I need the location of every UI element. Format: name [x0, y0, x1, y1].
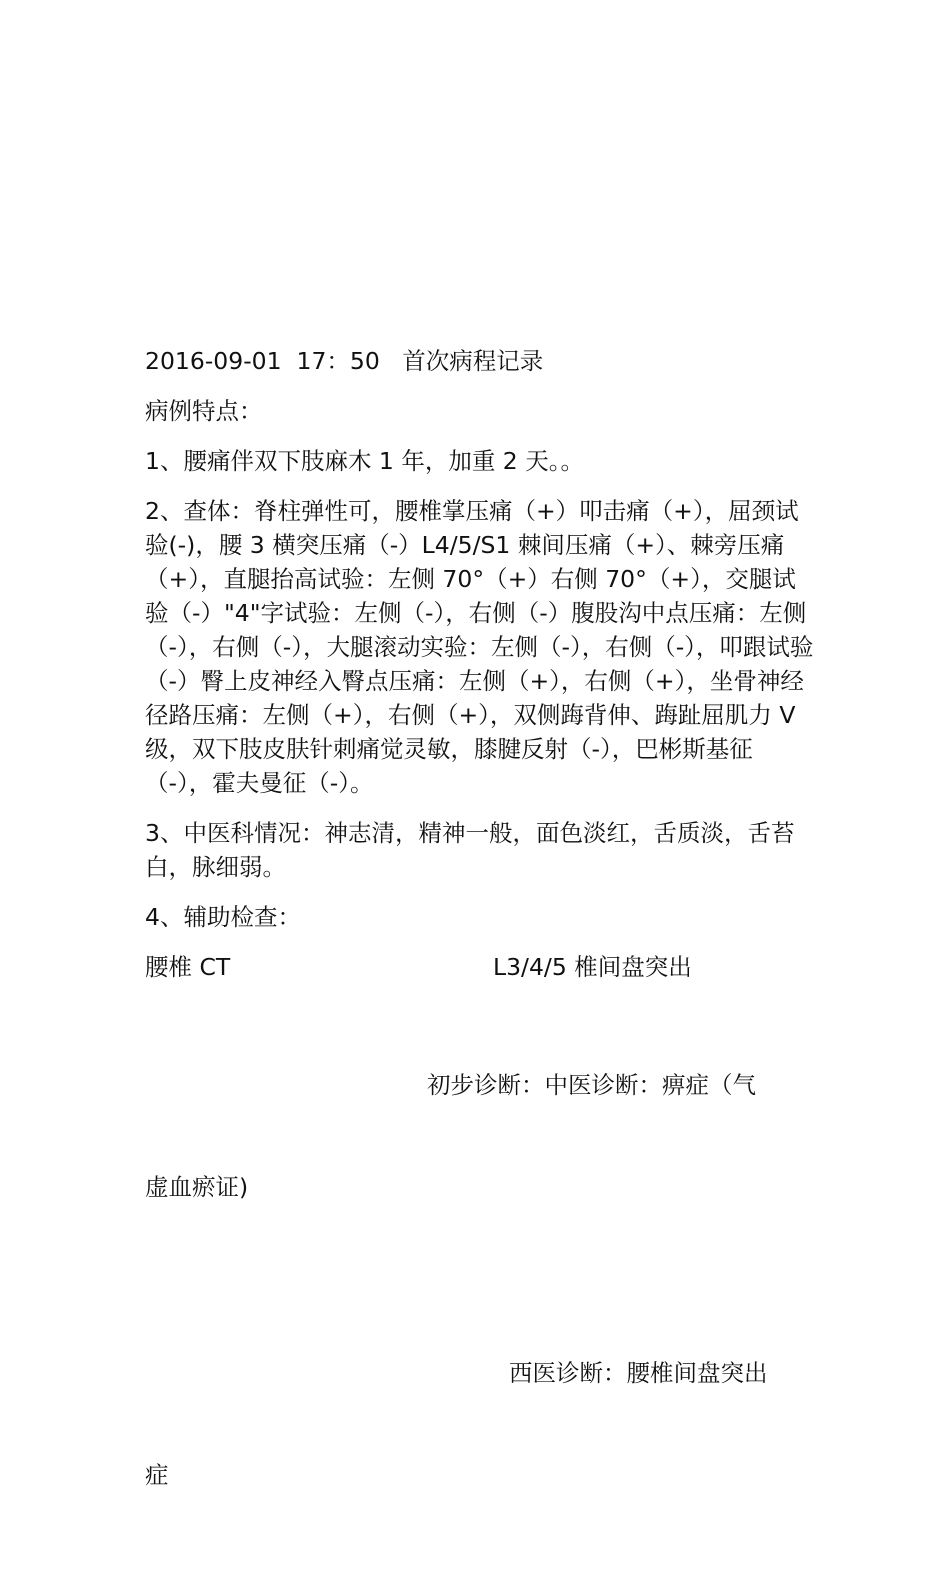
aux-exam-item: 腰椎 CT — [145, 953, 231, 981]
medical-record-page — [145, 344, 815, 1576]
diagnosis-western-line1: 西医诊断：腰椎间盘突出 — [509, 1359, 768, 1387]
record-header — [145, 344, 815, 378]
item-aux-exam-heading: 4、辅助检查： — [145, 903, 301, 931]
section-heading: 病例特点： — [145, 397, 263, 425]
diagnosis-tcm-line1: 初步诊断：中医诊断：痹症（气 — [427, 1071, 756, 1099]
record-datetime: 2016-09-01 17：50 — [145, 347, 380, 375]
aux-exam-row — [145, 950, 815, 984]
diagnosis-western — [145, 1288, 815, 1560]
diagnosis-western-line2: 症 — [145, 1461, 169, 1489]
record-title: 首次病程记录 — [402, 347, 544, 375]
aux-exam-result: L3/4/5 椎间盘突出 — [493, 953, 692, 981]
item-chief-complaint: 1、腰痛伴双下肢麻木 1 年，加重 2 天。。 — [145, 447, 584, 475]
item-tcm-condition: 3、中医科情况：神志清，精神一般，面色淡红，舌质淡，舌苔白，脉细弱。 — [145, 819, 795, 881]
diagnosis-tcm — [145, 1000, 815, 1272]
item-physical-exam: 2、查体：脊柱弹性可，腰椎掌压痛（+）叩击痛（+），屈颈试验(-)，腰 3 横突压痛（-）L4/5/S1 棘间压痛（+）、棘旁压痛（+），直腿抬高试验：左侧 70°（+）右侧 70°（+），交腿试验（-）"4"字试验：左侧（-），右侧（-）腹股沟中点压痛：左侧（-），右侧（-），大腿滚动实验：左侧（-），右侧（-），叩跟试验（-）臀上皮神经入臀点压痛：左侧（+），右侧（+），坐骨神经径路压痛：左侧（+），右侧（+），双侧踇背伸、踇趾屈肌力 V 级，双下肢皮肤针刺痛觉灵敏，膝腱反射（-），巴彬斯基征（-），霍夫曼征（-）。 — [145, 497, 814, 797]
diagnosis-tcm-line2: 虚血瘀证) — [145, 1173, 249, 1201]
